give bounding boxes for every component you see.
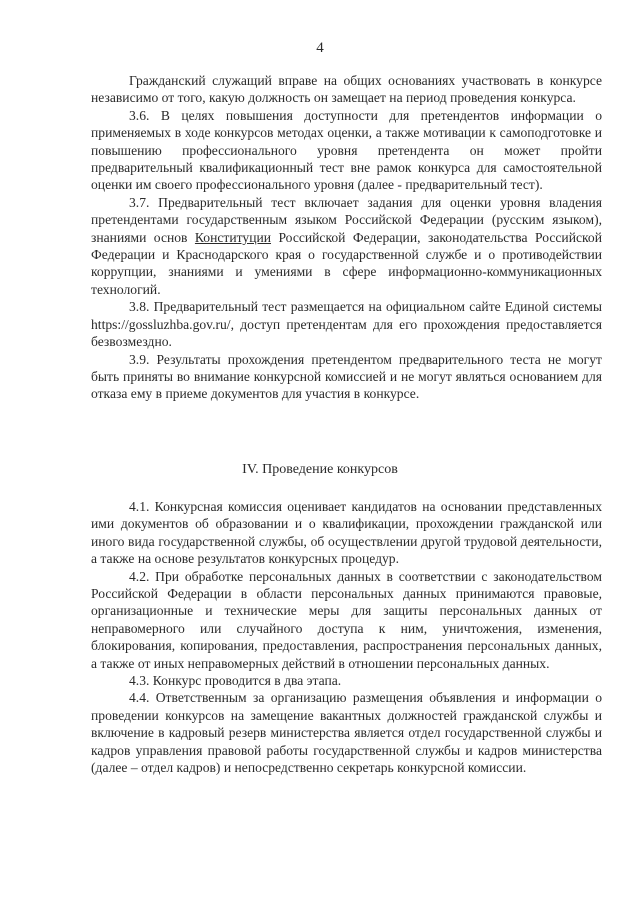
paragraph-3-7-text-b: Российской Федерации, законодательства Российской Федерации и Краснодарского края о государственной службе и о противодействии коррупции, знаниями и умениями в сфере информационно-коммуникационных технологий. xyxy=(91,229,602,297)
paragraph-3-9: 3.9. Результаты прохождения претендентом предварительного теста не могут быть приняты во внимание конкурсной комиссией и не могут являться основанием для отказа ему в приеме документов для участия в конкурсе. xyxy=(91,351,602,402)
constitution-link[interactable]: Конституции xyxy=(194,229,272,245)
paragraph-3-8: 3.8. Предварительный тест размещается на официальном сайте Единой системы https://gossluzhba.gov.ru/, доступ претендентам для его прохождения предоставляется безвозмездно. xyxy=(91,299,602,350)
paragraph-4-4: 4.4. Ответственным за организацию размещения объявления и информации о проведении конкурсов на замещение вакантных должностей гражданской службы и включение в кадровый резерв министерства является отдел государственной службы и кадров управления правовой работы государственной службы и кадров министерства (далее – отдел кадров) и непосредственно секретарь конкурсной комиссии. xyxy=(91,690,602,776)
section-4-body xyxy=(91,498,602,777)
paragraph-4-1: 4.1. Конкурсная комиссия оценивает кандидатов на основании представленных ими документов об образовании и о квалификации, прохождении гражданской или иного вида государственной службы, об осуществлении другой трудовой деятельности, а также на основе результатов конкурсных процедур. xyxy=(91,499,602,567)
paragraph-3-5-continuation: Гражданский служащий вправе на общих основаниях участвовать в конкурсе независимо от того, какую должность он замещает на период проведения конкурса. xyxy=(91,73,602,106)
section-3-body xyxy=(91,72,602,403)
paragraph-4-3: 4.3. Конкурс проводится в два этапа. xyxy=(129,673,342,689)
paragraph-3-7 xyxy=(91,194,602,298)
paragraph-3-7-text-a: 3.7. Предварительный тест включает задания для оценки уровня владения претендентами государственным языком Российской Федерации (русским языком), знаниями основ xyxy=(91,194,602,245)
page-number: 4 xyxy=(316,40,324,56)
paragraph-3-6: 3.6. В целях повышения доступности для претендентов информации о применяемых в ходе конкурсов методах оценки, а также мотивации к самоподготовке и повышению профессионального уровня претендента он может пройти предварительный квалификационный тест вне рамок конкурса для самостоятельной оценки им своего профессионального уровня (далее - предварительный тест). xyxy=(91,107,602,193)
paragraph-4-2: 4.2. При обработке персональных данных в соответствии с законодательством Российской Федерации в области персональных данных принимаются правовые, организационные и технические меры для защиты персональных данных от неправомерного или случайного доступа к ним, уничтожения, изменения, блокирования, копирования, предоставления, распространения персональных данных, а также от иных неправомерных действий в отношении персональных данных. xyxy=(91,568,602,671)
section-4-heading: IV. Проведение конкурсов xyxy=(242,462,398,477)
